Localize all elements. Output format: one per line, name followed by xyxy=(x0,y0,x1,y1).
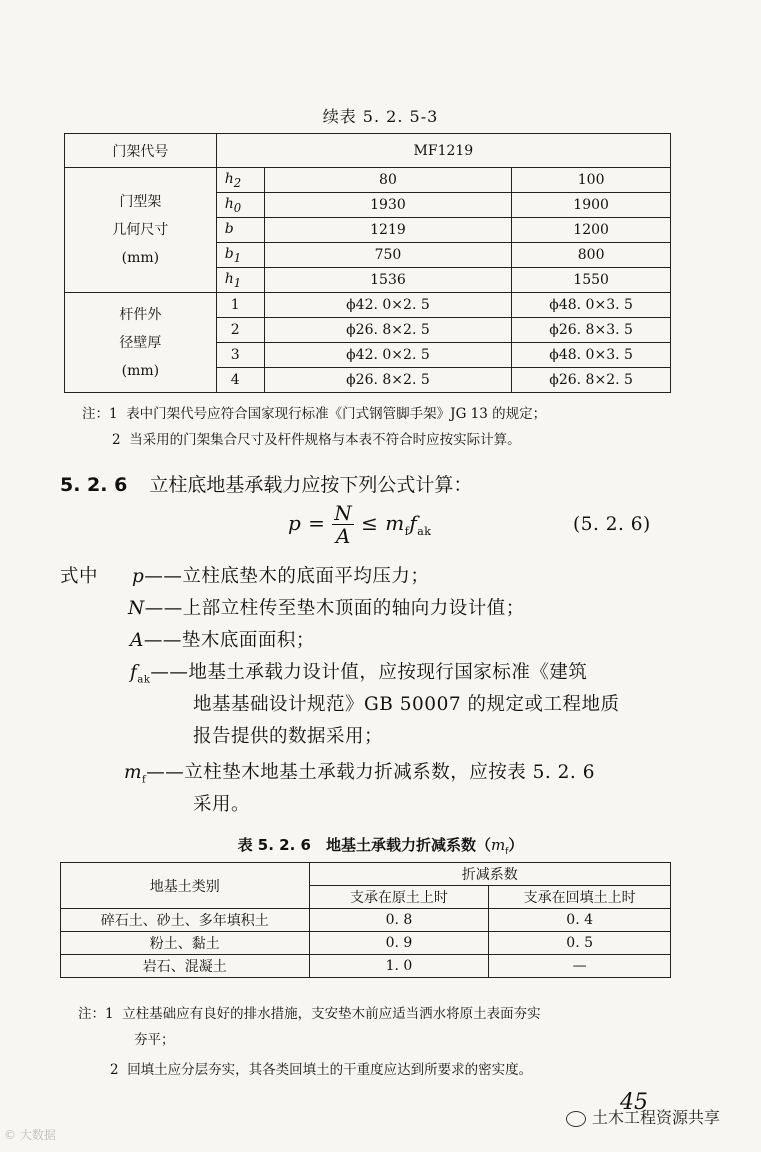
watermark-icon: © xyxy=(4,1128,16,1142)
soil-type-header: 地基土类别 xyxy=(61,863,310,909)
dim-symbol: $h_0$ xyxy=(216,193,264,218)
frame-code-label: 门架代号 xyxy=(65,134,217,168)
table1-note-1: 注：1 表中门架代号应符合国家现行标准《门式钢管脚手架》JG 13 的规定； xyxy=(82,406,547,422)
table2-note-2: 2 回填土应分层夯实，其各类回填土的干重度应达到所要求的密实度。 xyxy=(110,1062,533,1078)
table-cell: ϕ48. 0×3. 5 xyxy=(512,293,671,318)
table-cell: 0. 4 xyxy=(489,909,671,932)
formula-label: (5. 2. 6) xyxy=(573,514,651,535)
table2-note-1: 注：1 立柱基础应有良好的排水措施，支安垫木前应适当洒水将原土表面夯实 xyxy=(78,1006,541,1022)
def-a: A——垫木底面面积； xyxy=(130,630,315,651)
def-fak: $f_{ak}——$地基土承载力设计值，应按现行国家标准《建筑 xyxy=(130,662,588,686)
watermark: © 大数据 xyxy=(4,1128,56,1142)
table-cell: 750 xyxy=(264,243,512,268)
page-number: 45 xyxy=(620,1090,648,1115)
table-cell: — xyxy=(489,955,671,978)
dim-symbol: $h_1$ xyxy=(216,268,264,293)
table-cell: 0. 9 xyxy=(309,932,489,955)
backfill-soil-header: 支承在回填土上时 xyxy=(489,886,671,909)
geometry-group-label: 门型架 几何尺寸 (mm) xyxy=(65,168,217,293)
original-soil-header: 支承在原土上时 xyxy=(309,886,489,909)
wall-thickness-group-label: 杆件外 径壁厚 (mm) xyxy=(65,293,217,393)
dim-symbol: b xyxy=(216,218,264,243)
door-frame-table xyxy=(64,133,671,393)
def-mf-cont: 采用。 xyxy=(193,794,251,815)
reduction-factor-table xyxy=(60,862,671,978)
table1-caption: 续表 5. 2. 5-3 xyxy=(322,107,439,126)
table-cell: ϕ26. 8×2. 5 xyxy=(264,318,512,343)
table-cell: ϕ26. 8×2. 5 xyxy=(264,368,512,393)
brand-label: 土木工程资源共享 xyxy=(566,1105,720,1128)
factor-header: 折减系数 xyxy=(309,863,670,886)
table-cell: 1900 xyxy=(512,193,671,218)
table-cell: ϕ48. 0×3. 5 xyxy=(512,343,671,368)
def-mf: $m_f——$立柱垫木地基土承载力折减系数，应按表 5. 2. 6 xyxy=(124,762,595,786)
table-cell: ϕ26. 8×2. 5 xyxy=(512,368,671,393)
table-cell: 0. 5 xyxy=(489,932,671,955)
section-heading: 5. 2. 6 立柱底地基承载力应按下列公式计算： xyxy=(60,474,473,496)
def-fak-cont-1: 地基基础设计规范》GB 50007 的规定或工程地质 xyxy=(193,694,620,715)
table-cell: 1930 xyxy=(264,193,512,218)
row-number: 1 xyxy=(216,293,264,318)
def-p: p——立柱底垫木的底面平均压力； xyxy=(132,566,430,587)
table-cell: 1200 xyxy=(512,218,671,243)
row-number: 3 xyxy=(216,343,264,368)
where-label: 式中 xyxy=(60,566,99,587)
table-cell: 1. 0 xyxy=(309,955,489,978)
dim-symbol: $h_2$ xyxy=(216,168,264,193)
soil-type-cell: 岩石、混凝土 xyxy=(61,955,310,978)
table-cell: 80 xyxy=(264,168,512,193)
def-fak-cont-2: 报告提供的数据采用； xyxy=(193,726,384,747)
dim-symbol: $b_1$ xyxy=(216,243,264,268)
row-number: 4 xyxy=(216,368,264,393)
table-cell: 100 xyxy=(512,168,671,193)
table2-caption: 表 5. 2. 6 地基土承载力折减系数$(m_f)$ xyxy=(237,836,524,857)
table-cell: 1550 xyxy=(512,268,671,293)
table-cell: 800 xyxy=(512,243,671,268)
chat-bubble-icon xyxy=(566,1111,586,1127)
table-cell: ϕ42. 0×2. 5 xyxy=(264,343,512,368)
def-n: N——上部立柱传至垫木顶面的轴向力设计值； xyxy=(128,598,525,619)
soil-type-cell: 碎石土、砂土、多年填积土 xyxy=(61,909,310,932)
frame-code-value: MF1219 xyxy=(216,134,670,168)
soil-type-cell: 粉土、黏土 xyxy=(61,932,310,955)
table2-note-1-cont: 夯平； xyxy=(134,1032,175,1048)
formula: p = $\frac{N}{A}$ ≤ $m_ff_{ak}$ xyxy=(288,501,432,548)
row-number: 2 xyxy=(216,318,264,343)
table-cell: ϕ26. 8×3. 5 xyxy=(512,318,671,343)
table-cell: 1219 xyxy=(264,218,512,243)
table1-note-2: 2 当采用的门架集合尺寸及杆件规格与本表不符合时应按实际计算。 xyxy=(112,432,521,448)
table-cell: 0. 8 xyxy=(309,909,489,932)
table-cell: ϕ42. 0×2. 5 xyxy=(264,293,512,318)
table-cell: 1536 xyxy=(264,268,512,293)
